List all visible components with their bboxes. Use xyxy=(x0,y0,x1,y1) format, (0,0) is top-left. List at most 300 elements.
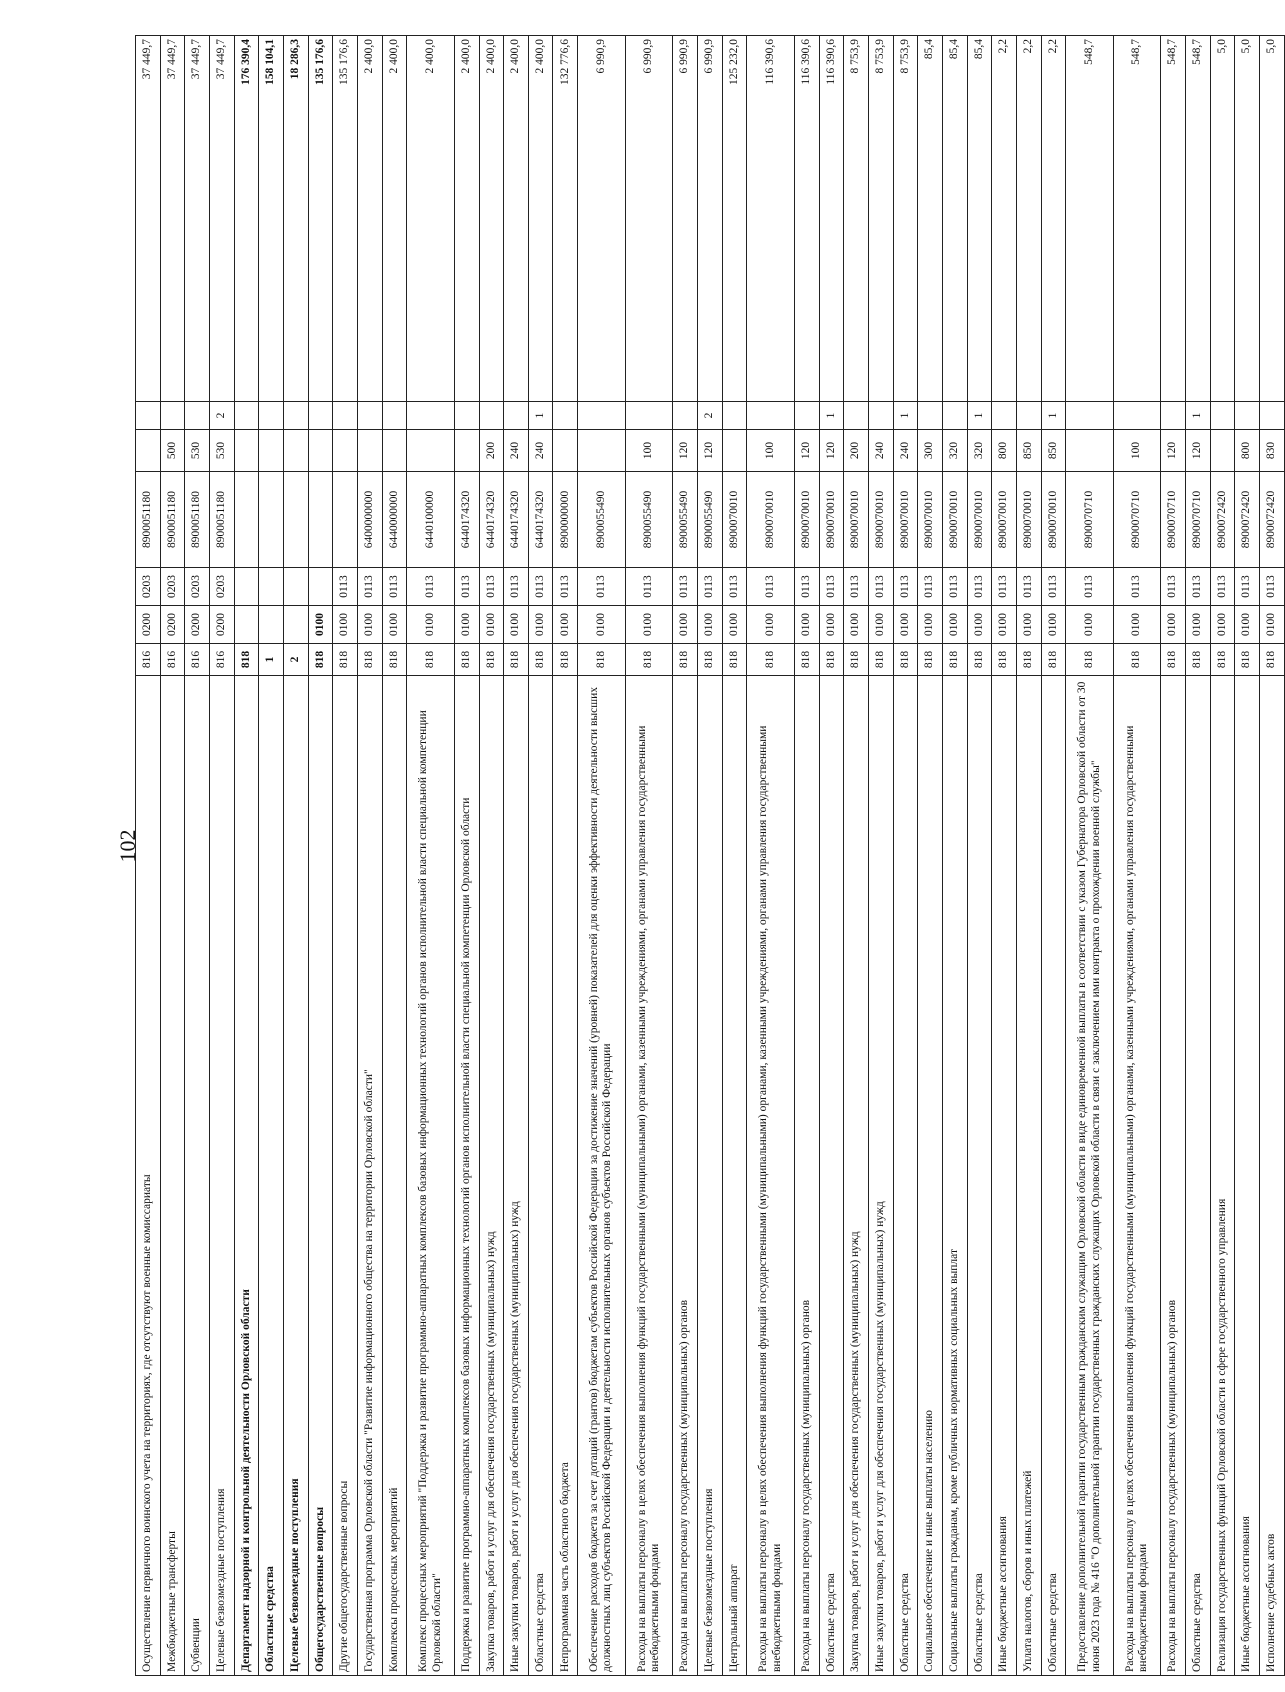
table-row xyxy=(1113,36,1161,1676)
row-expense-type: 300 xyxy=(918,430,943,472)
row-section-code: 0100 xyxy=(1041,606,1066,644)
row-name: Областные средства xyxy=(1186,676,1211,1676)
row-subsection-code: 0113 xyxy=(722,568,747,606)
row-subsection-code: 0113 xyxy=(382,568,407,606)
row-section-code: 0200 xyxy=(185,606,210,644)
row-funding-source: 1 xyxy=(893,402,918,430)
row-subsection-code: 0113 xyxy=(1210,568,1235,606)
row-section-code: 0100 xyxy=(1016,606,1041,644)
row-funding-source: 2 xyxy=(209,402,234,430)
row-section-code: 0100 xyxy=(625,606,673,644)
row-amount: 5,0 xyxy=(1235,36,1260,402)
row-grbs-code: 818 xyxy=(333,644,358,676)
row-grbs-code: 818 xyxy=(918,644,943,676)
row-target-article: 8900070010 xyxy=(942,472,967,568)
row-name: Областные средства xyxy=(528,676,553,1676)
row-name: Исполнение судебных актов xyxy=(1260,676,1285,1676)
row-amount: 6 990,9 xyxy=(625,36,673,402)
row-funding-source: 2 xyxy=(698,402,723,430)
row-name: Иные закупки товаров, работ и услуг для обеспечения государственных (муниципальных) нужд xyxy=(504,676,529,1676)
table-row xyxy=(357,36,382,1676)
row-expense-type: 120 xyxy=(819,430,844,472)
row-target-article: 8900055490 xyxy=(578,472,626,568)
table-row xyxy=(868,36,893,1676)
row-section-code: 0100 xyxy=(844,606,869,644)
table-row xyxy=(333,36,358,1676)
row-target-article: 8900070710 xyxy=(1113,472,1161,568)
row-name: Иные бюджетные ассигнования xyxy=(1235,676,1260,1676)
row-subsection-code: 0113 xyxy=(698,568,723,606)
row-grbs-code: 818 xyxy=(722,644,747,676)
row-name: Государственная программа Орловской области "Развитие информационного общества на территории Орловской области" xyxy=(357,676,382,1676)
row-amount: 548,7 xyxy=(1186,36,1211,402)
row-expense-type: 530 xyxy=(209,430,234,472)
row-funding-source xyxy=(382,402,407,430)
row-section-code: 0100 xyxy=(992,606,1017,644)
row-funding-source xyxy=(844,402,869,430)
row-funding-source: 1 xyxy=(1041,402,1066,430)
row-target-article: 8900072420 xyxy=(1210,472,1235,568)
row-amount: 116 390,6 xyxy=(794,36,819,402)
row-subsection-code: 0113 xyxy=(553,568,578,606)
table-row xyxy=(1235,36,1260,1676)
row-amount: 37 449,7 xyxy=(185,36,210,402)
table-row xyxy=(504,36,529,1676)
row-target-article: 8900055490 xyxy=(698,472,723,568)
table-row xyxy=(1066,36,1114,1676)
row-target-article: 8900000000 xyxy=(553,472,578,568)
row-funding-source xyxy=(578,402,626,430)
row-subsection-code: 0113 xyxy=(578,568,626,606)
row-grbs-code: 818 xyxy=(1016,644,1041,676)
row-subsection-code: 0113 xyxy=(1113,568,1161,606)
row-grbs-code: 818 xyxy=(1066,644,1114,676)
row-funding-source xyxy=(136,402,161,430)
row-amount: 37 449,7 xyxy=(160,36,185,402)
row-grbs-code: 816 xyxy=(160,644,185,676)
row-amount: 2 400,0 xyxy=(382,36,407,402)
row-funding-source xyxy=(942,402,967,430)
table-row xyxy=(407,36,455,1676)
row-name: Поддержка и развитие программно-аппаратных комплексов базовых информационных технологий органов исполнительной власти специальной компетенции Орловской области xyxy=(454,676,479,1676)
row-target-article: 6440174320 xyxy=(479,472,504,568)
row-target-article xyxy=(283,472,308,568)
row-grbs-code: 818 xyxy=(967,644,992,676)
row-target-article: 8900070010 xyxy=(868,472,893,568)
row-section-code: 0200 xyxy=(209,606,234,644)
row-target-article: 6440174320 xyxy=(454,472,479,568)
table-row xyxy=(698,36,723,1676)
row-funding-source xyxy=(1235,402,1260,430)
row-grbs-code: 818 xyxy=(819,644,844,676)
table-row xyxy=(1041,36,1066,1676)
row-subsection-code: 0113 xyxy=(625,568,673,606)
row-expense-type: 850 xyxy=(1041,430,1066,472)
row-funding-source xyxy=(1260,402,1285,430)
row-amount: 548,7 xyxy=(1161,36,1186,402)
row-amount: 158 104,1 xyxy=(259,36,284,402)
row-grbs-code: 816 xyxy=(136,644,161,676)
row-name: Закупка товаров, работ и услуг для обеспечения государственных (муниципальных) нужд xyxy=(844,676,869,1676)
row-name: Межбюджетные трансферты xyxy=(160,676,185,1676)
row-amount: 2 400,0 xyxy=(357,36,382,402)
row-section-code: 0100 xyxy=(1161,606,1186,644)
row-amount: 85,4 xyxy=(918,36,943,402)
row-subsection-code xyxy=(234,568,259,606)
table-row xyxy=(454,36,479,1676)
table-row xyxy=(283,36,308,1676)
row-funding-source xyxy=(1210,402,1235,430)
row-funding-source xyxy=(673,402,698,430)
row-target-article: 8900070710 xyxy=(1161,472,1186,568)
row-expense-type: 200 xyxy=(844,430,869,472)
row-name: Уплата налогов, сборов и иных платежей xyxy=(1016,676,1041,1676)
row-amount: 2,2 xyxy=(992,36,1017,402)
row-target-article: 8900072420 xyxy=(1260,472,1285,568)
row-funding-source xyxy=(160,402,185,430)
row-section-code: 0100 xyxy=(967,606,992,644)
table-row xyxy=(794,36,819,1676)
row-section-code: 0100 xyxy=(673,606,698,644)
row-name: Иные закупки товаров, работ и услуг для обеспечения государственных (муниципальных) нужд xyxy=(868,676,893,1676)
row-expense-type xyxy=(578,430,626,472)
row-section-code: 0100 xyxy=(868,606,893,644)
row-target-article: 8900072420 xyxy=(1235,472,1260,568)
row-amount: 116 390,6 xyxy=(747,36,795,402)
row-target-article: 8900055490 xyxy=(625,472,673,568)
row-expense-type: 800 xyxy=(1235,430,1260,472)
row-grbs-code: 1 xyxy=(259,644,284,676)
row-name: Обеспечение расходов бюджета за счет дотаций (грантов) бюджетам субъектов Российской Федерации за достижение значений (уровней) показателей для оценки эффективности деятельности высших должностных лиц субъектов Российской Федерации и деятельности исполнительных органов субъектов Российской Федерации xyxy=(578,676,626,1676)
table-row xyxy=(578,36,626,1676)
row-section-code: 0100 xyxy=(308,606,333,644)
table-row xyxy=(992,36,1017,1676)
table-row xyxy=(673,36,698,1676)
row-amount: 176 390,4 xyxy=(234,36,259,402)
row-subsection-code: 0203 xyxy=(160,568,185,606)
row-amount: 8 753,9 xyxy=(868,36,893,402)
row-section-code: 0100 xyxy=(407,606,455,644)
table-row xyxy=(382,36,407,1676)
table-row xyxy=(1016,36,1041,1676)
row-section-code: 0200 xyxy=(136,606,161,644)
row-funding-source: 1 xyxy=(819,402,844,430)
row-subsection-code: 0113 xyxy=(819,568,844,606)
row-section-code: 0100 xyxy=(918,606,943,644)
row-name: Комплекс процессных мероприятий "Поддержка и развитие программно-аппаратных комплексов базовых информационных технологий органов исполнительной власти специальной компетенции Орловской области" xyxy=(407,676,455,1676)
table-row xyxy=(1260,36,1285,1676)
row-name: Расходы на выплаты персоналу государственных (муниципальных) органов xyxy=(1161,676,1186,1676)
page-number: 102 xyxy=(115,829,140,863)
row-section-code: 0100 xyxy=(794,606,819,644)
row-amount: 2 400,0 xyxy=(407,36,455,402)
row-amount: 8 753,9 xyxy=(844,36,869,402)
table-row xyxy=(479,36,504,1676)
row-grbs-code: 818 xyxy=(454,644,479,676)
row-subsection-code: 0113 xyxy=(407,568,455,606)
row-expense-type xyxy=(1066,430,1114,472)
row-funding-source xyxy=(794,402,819,430)
row-grbs-code: 818 xyxy=(942,644,967,676)
row-amount: 2,2 xyxy=(1041,36,1066,402)
row-grbs-code: 818 xyxy=(1186,644,1211,676)
row-funding-source xyxy=(868,402,893,430)
row-subsection-code: 0113 xyxy=(1041,568,1066,606)
table-row xyxy=(918,36,943,1676)
row-target-article xyxy=(333,472,358,568)
row-target-article: 8900051180 xyxy=(160,472,185,568)
row-target-article: 8900070010 xyxy=(794,472,819,568)
row-target-article: 8900070010 xyxy=(747,472,795,568)
row-grbs-code: 818 xyxy=(992,644,1017,676)
row-name: Расходы на выплаты персоналу государственных (муниципальных) органов xyxy=(794,676,819,1676)
row-grbs-code: 818 xyxy=(382,644,407,676)
row-grbs-code: 816 xyxy=(185,644,210,676)
row-subsection-code: 0113 xyxy=(1161,568,1186,606)
row-subsection-code xyxy=(308,568,333,606)
row-funding-source: 1 xyxy=(528,402,553,430)
row-funding-source xyxy=(283,402,308,430)
row-amount: 37 449,7 xyxy=(136,36,161,402)
row-subsection-code: 0113 xyxy=(1235,568,1260,606)
table-row xyxy=(528,36,553,1676)
row-target-article: 8900070710 xyxy=(1066,472,1114,568)
row-target-article: 6400000000 xyxy=(357,472,382,568)
row-funding-source xyxy=(992,402,1017,430)
row-section-code xyxy=(283,606,308,644)
row-expense-type xyxy=(553,430,578,472)
row-expense-type xyxy=(259,430,284,472)
row-expense-type xyxy=(283,430,308,472)
row-target-article: 6440174320 xyxy=(504,472,529,568)
row-section-code: 0100 xyxy=(578,606,626,644)
row-target-article: 8900070710 xyxy=(1186,472,1211,568)
row-funding-source xyxy=(259,402,284,430)
row-amount: 116 390,6 xyxy=(819,36,844,402)
row-amount: 85,4 xyxy=(942,36,967,402)
table-row xyxy=(1186,36,1211,1676)
row-name: Непрограммная часть областного бюджета xyxy=(553,676,578,1676)
table-row xyxy=(967,36,992,1676)
row-subsection-code: 0113 xyxy=(1186,568,1211,606)
row-name: Областные средства xyxy=(259,676,284,1676)
row-funding-source xyxy=(1016,402,1041,430)
row-section-code: 0100 xyxy=(1210,606,1235,644)
row-amount: 2,2 xyxy=(1016,36,1041,402)
row-expense-type: 120 xyxy=(673,430,698,472)
row-grbs-code: 818 xyxy=(698,644,723,676)
row-expense-type: 240 xyxy=(868,430,893,472)
row-section-code: 0100 xyxy=(504,606,529,644)
row-expense-type: 120 xyxy=(698,430,723,472)
row-subsection-code: 0113 xyxy=(794,568,819,606)
row-funding-source xyxy=(308,402,333,430)
row-subsection-code: 0113 xyxy=(673,568,698,606)
row-expense-type xyxy=(454,430,479,472)
row-target-article: 8900051180 xyxy=(209,472,234,568)
row-name: Общегосударственные вопросы xyxy=(308,676,333,1676)
row-expense-type xyxy=(382,430,407,472)
row-funding-source xyxy=(747,402,795,430)
row-subsection-code: 0203 xyxy=(185,568,210,606)
row-expense-type: 240 xyxy=(528,430,553,472)
row-grbs-code: 818 xyxy=(673,644,698,676)
row-grbs-code: 818 xyxy=(893,644,918,676)
row-amount: 6 990,9 xyxy=(698,36,723,402)
table-row xyxy=(553,36,578,1676)
row-expense-type: 320 xyxy=(942,430,967,472)
table-row xyxy=(893,36,918,1676)
row-target-article: 8900070010 xyxy=(1041,472,1066,568)
row-amount: 37 449,7 xyxy=(209,36,234,402)
table-row xyxy=(625,36,673,1676)
row-amount: 5,0 xyxy=(1260,36,1285,402)
row-target-article: 8900051180 xyxy=(185,472,210,568)
row-funding-source xyxy=(333,402,358,430)
row-section-code: 0100 xyxy=(1066,606,1114,644)
table-row xyxy=(722,36,747,1676)
row-name: Социальное обеспечение и иные выплаты населению xyxy=(918,676,943,1676)
row-subsection-code: 0113 xyxy=(893,568,918,606)
row-section-code: 0100 xyxy=(382,606,407,644)
row-subsection-code: 0113 xyxy=(844,568,869,606)
row-target-article xyxy=(259,472,284,568)
row-amount: 2 400,0 xyxy=(454,36,479,402)
row-expense-type xyxy=(308,430,333,472)
row-grbs-code: 818 xyxy=(625,644,673,676)
row-target-article xyxy=(234,472,259,568)
row-name: Другие общегосударственные вопросы xyxy=(333,676,358,1676)
row-section-code: 0200 xyxy=(160,606,185,644)
row-grbs-code: 818 xyxy=(1235,644,1260,676)
row-target-article: 8900070010 xyxy=(844,472,869,568)
row-subsection-code: 0113 xyxy=(747,568,795,606)
row-grbs-code: 818 xyxy=(504,644,529,676)
row-section-code xyxy=(259,606,284,644)
row-expense-type xyxy=(136,430,161,472)
row-section-code xyxy=(234,606,259,644)
row-subsection-code xyxy=(259,568,284,606)
row-expense-type: 120 xyxy=(1161,430,1186,472)
row-name: Реализация государственных функций Орловской области в сфере государственного управления xyxy=(1210,676,1235,1676)
row-grbs-code: 818 xyxy=(1260,644,1285,676)
row-amount: 135 176,6 xyxy=(308,36,333,402)
table-row xyxy=(747,36,795,1676)
row-amount: 135 176,6 xyxy=(333,36,358,402)
table-row xyxy=(1161,36,1186,1676)
row-expense-type: 500 xyxy=(160,430,185,472)
row-grbs-code: 818 xyxy=(234,644,259,676)
row-amount: 18 286,3 xyxy=(283,36,308,402)
row-section-code: 0100 xyxy=(454,606,479,644)
row-funding-source: 1 xyxy=(1186,402,1211,430)
row-target-article: 8900055490 xyxy=(673,472,698,568)
row-grbs-code: 818 xyxy=(1210,644,1235,676)
row-target-article: 8900051180 xyxy=(136,472,161,568)
table-row xyxy=(1210,36,1235,1676)
row-section-code: 0100 xyxy=(357,606,382,644)
row-grbs-code: 818 xyxy=(479,644,504,676)
row-expense-type: 830 xyxy=(1260,430,1285,472)
table-row xyxy=(185,36,210,1676)
row-expense-type: 100 xyxy=(747,430,795,472)
table-row xyxy=(160,36,185,1676)
row-target-article: 8900070010 xyxy=(918,472,943,568)
row-funding-source xyxy=(454,402,479,430)
row-grbs-code: 818 xyxy=(868,644,893,676)
row-subsection-code: 0113 xyxy=(992,568,1017,606)
row-grbs-code: 818 xyxy=(407,644,455,676)
row-subsection-code: 0113 xyxy=(454,568,479,606)
row-amount: 5,0 xyxy=(1210,36,1235,402)
row-grbs-code: 818 xyxy=(794,644,819,676)
row-expense-type xyxy=(407,430,455,472)
row-name: Иные бюджетные ассигнования xyxy=(992,676,1017,1676)
row-target-article: 8900070010 xyxy=(722,472,747,568)
row-subsection-code: 0113 xyxy=(1260,568,1285,606)
row-amount: 2 400,0 xyxy=(528,36,553,402)
row-subsection-code: 0113 xyxy=(479,568,504,606)
row-name: Предоставление дополнительной гарантии государственным гражданским служащим Орловской области в виде единовременной выплаты в соответствии с указом Губернатора Орловской области от 30 июня 2023 года № 416 "О дополнительной гарантии государственных гражданских служащих Орловской области в связи с заключением ими контракта о прохождении военной службы" xyxy=(1066,676,1114,1676)
row-subsection-code: 0113 xyxy=(967,568,992,606)
row-expense-type: 120 xyxy=(794,430,819,472)
table-row xyxy=(136,36,161,1676)
row-subsection-code xyxy=(283,568,308,606)
row-amount: 6 990,9 xyxy=(578,36,626,402)
row-name: Областные средства xyxy=(819,676,844,1676)
row-grbs-code: 818 xyxy=(357,644,382,676)
row-expense-type: 100 xyxy=(625,430,673,472)
row-expense-type: 200 xyxy=(479,430,504,472)
row-funding-source xyxy=(407,402,455,430)
row-section-code: 0100 xyxy=(942,606,967,644)
row-amount: 125 232,0 xyxy=(722,36,747,402)
row-name: Расходы на выплаты персоналу государственных (муниципальных) органов xyxy=(673,676,698,1676)
row-expense-type xyxy=(234,430,259,472)
row-subsection-code: 0113 xyxy=(528,568,553,606)
row-amount: 2 400,0 xyxy=(479,36,504,402)
row-name: Областные средства xyxy=(967,676,992,1676)
row-funding-source xyxy=(722,402,747,430)
row-subsection-code: 0113 xyxy=(1066,568,1114,606)
row-expense-type: 100 xyxy=(1113,430,1161,472)
row-funding-source xyxy=(504,402,529,430)
budget-table-container xyxy=(135,36,1285,1676)
row-section-code: 0100 xyxy=(528,606,553,644)
row-name: Расходы на выплаты персоналу в целях обеспечения выполнения функций государственными (муниципальными) органами, казенными учреждениями, органами управления государственными внебюджетными фондами xyxy=(747,676,795,1676)
row-section-code: 0100 xyxy=(1113,606,1161,644)
row-expense-type xyxy=(722,430,747,472)
row-expense-type xyxy=(333,430,358,472)
table-row xyxy=(259,36,284,1676)
row-section-code: 0100 xyxy=(1260,606,1285,644)
row-grbs-code: 818 xyxy=(1041,644,1066,676)
row-section-code: 0100 xyxy=(553,606,578,644)
row-section-code: 0100 xyxy=(479,606,504,644)
row-amount: 548,7 xyxy=(1066,36,1114,402)
row-name: Осуществление первичного воинского учета на территориях, где отсутствуют военные комиссариаты xyxy=(136,676,161,1676)
table-row xyxy=(209,36,234,1676)
row-grbs-code: 818 xyxy=(528,644,553,676)
row-expense-type: 240 xyxy=(504,430,529,472)
row-section-code: 0100 xyxy=(698,606,723,644)
row-amount: 548,7 xyxy=(1113,36,1161,402)
row-amount: 85,4 xyxy=(967,36,992,402)
row-target-article: 8900070010 xyxy=(893,472,918,568)
row-grbs-code: 818 xyxy=(1113,644,1161,676)
row-grbs-code: 816 xyxy=(209,644,234,676)
row-section-code: 0100 xyxy=(819,606,844,644)
